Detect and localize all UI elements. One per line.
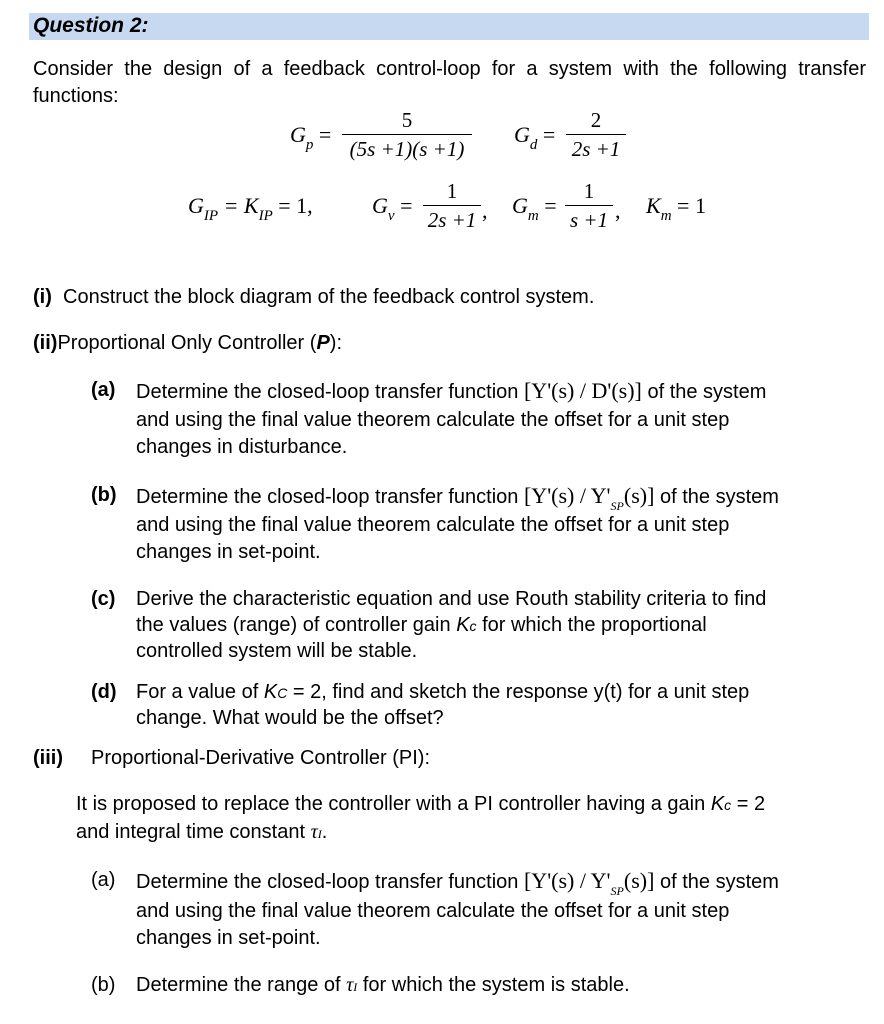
ii-b-line3: changes in set-point.	[136, 541, 321, 563]
gip-kip-equation: $G_{IP} = K_{IP} = 1$,	[188, 193, 313, 224]
iii-a-line2: and using the final value theorem calculate the offset for a unit step	[136, 900, 730, 922]
gp-label: $G_p$ =	[290, 122, 332, 153]
ii-d-line1: For a value of KC = 2, find and sketch the response y(t) for a unit step	[136, 681, 750, 703]
ii-b-line1: Determine the closed-loop transfer function $[Y'(s) / Y'_{SP}(s)]$ of the system	[136, 483, 779, 513]
question-header-bar	[29, 13, 869, 40]
ii-c-line1: Derive the characteristic equation and use Routh stability criteria to find	[136, 588, 767, 610]
ii-d-label: (d)	[91, 681, 117, 703]
gv-label: $G_v$ =	[372, 193, 413, 224]
intro-paragraph: Consider the design of a feedback control-loop for a system with the following transfer functions:	[33, 58, 866, 107]
ii-a-line3: changes in disturbance.	[136, 436, 348, 458]
gp-fraction: 5 (5s +1)(s +1)	[342, 108, 472, 161]
ii-a-line1: Determine the closed-loop transfer function [Y'(s) / D'(s)] of the system	[136, 378, 767, 403]
ii-a-label: (a)	[91, 379, 116, 401]
iii-b-label: (b)	[91, 974, 116, 996]
gd-fraction: 2 2s +1	[566, 108, 626, 161]
part-i: (i) Construct the block diagram of the feedback control system.	[33, 286, 595, 308]
gm-fraction: 1 s +1	[565, 179, 613, 232]
gv-fraction: 1 2s +1	[423, 179, 481, 232]
gm-label: $G_m$ =	[512, 193, 557, 224]
iii-a-line1: Determine the closed-loop transfer function $[Y'(s) / Y'_{SP}(s)]$ of the system	[136, 868, 779, 898]
question-title: Question 2:	[33, 14, 149, 37]
iii-intro-line1: It is proposed to replace the controller with a PI controller having a gain Kc = 2	[76, 793, 766, 815]
ii-c-line2: the values (range) of controller gain Kc for which the proportional	[136, 614, 707, 636]
iii-b-line1: Determine the range of τI for which the system is stable.	[136, 974, 630, 996]
part-iii-label: (iii)	[33, 747, 63, 769]
ii-b-label: (b)	[91, 484, 117, 506]
km-equation: $K_m = 1$	[646, 193, 706, 224]
ii-c-line3: controlled system will be stable.	[136, 640, 418, 662]
gd-label: $G_d$ =	[514, 122, 556, 153]
part-ii: (ii)Proportional Only Controller (P):	[33, 332, 342, 354]
ii-c-label: (c)	[91, 588, 116, 610]
iii-a-line3: changes in set-point.	[136, 927, 321, 949]
ii-a-line2: and using the final value theorem calculate the offset for a unit step	[136, 409, 730, 431]
gm-comma: ,	[615, 198, 621, 223]
ii-b-line2: and using the final value theorem calculate the offset for a unit step	[136, 514, 730, 536]
gv-comma: ,	[482, 198, 488, 223]
part-iii-title: Proportional-Derivative Controller (PI):	[91, 747, 431, 769]
iii-a-label: (a)	[91, 869, 116, 891]
iii-intro-line2: and integral time constant τI.	[76, 821, 328, 843]
ii-d-line2: change. What would be the offset?	[136, 707, 444, 729]
